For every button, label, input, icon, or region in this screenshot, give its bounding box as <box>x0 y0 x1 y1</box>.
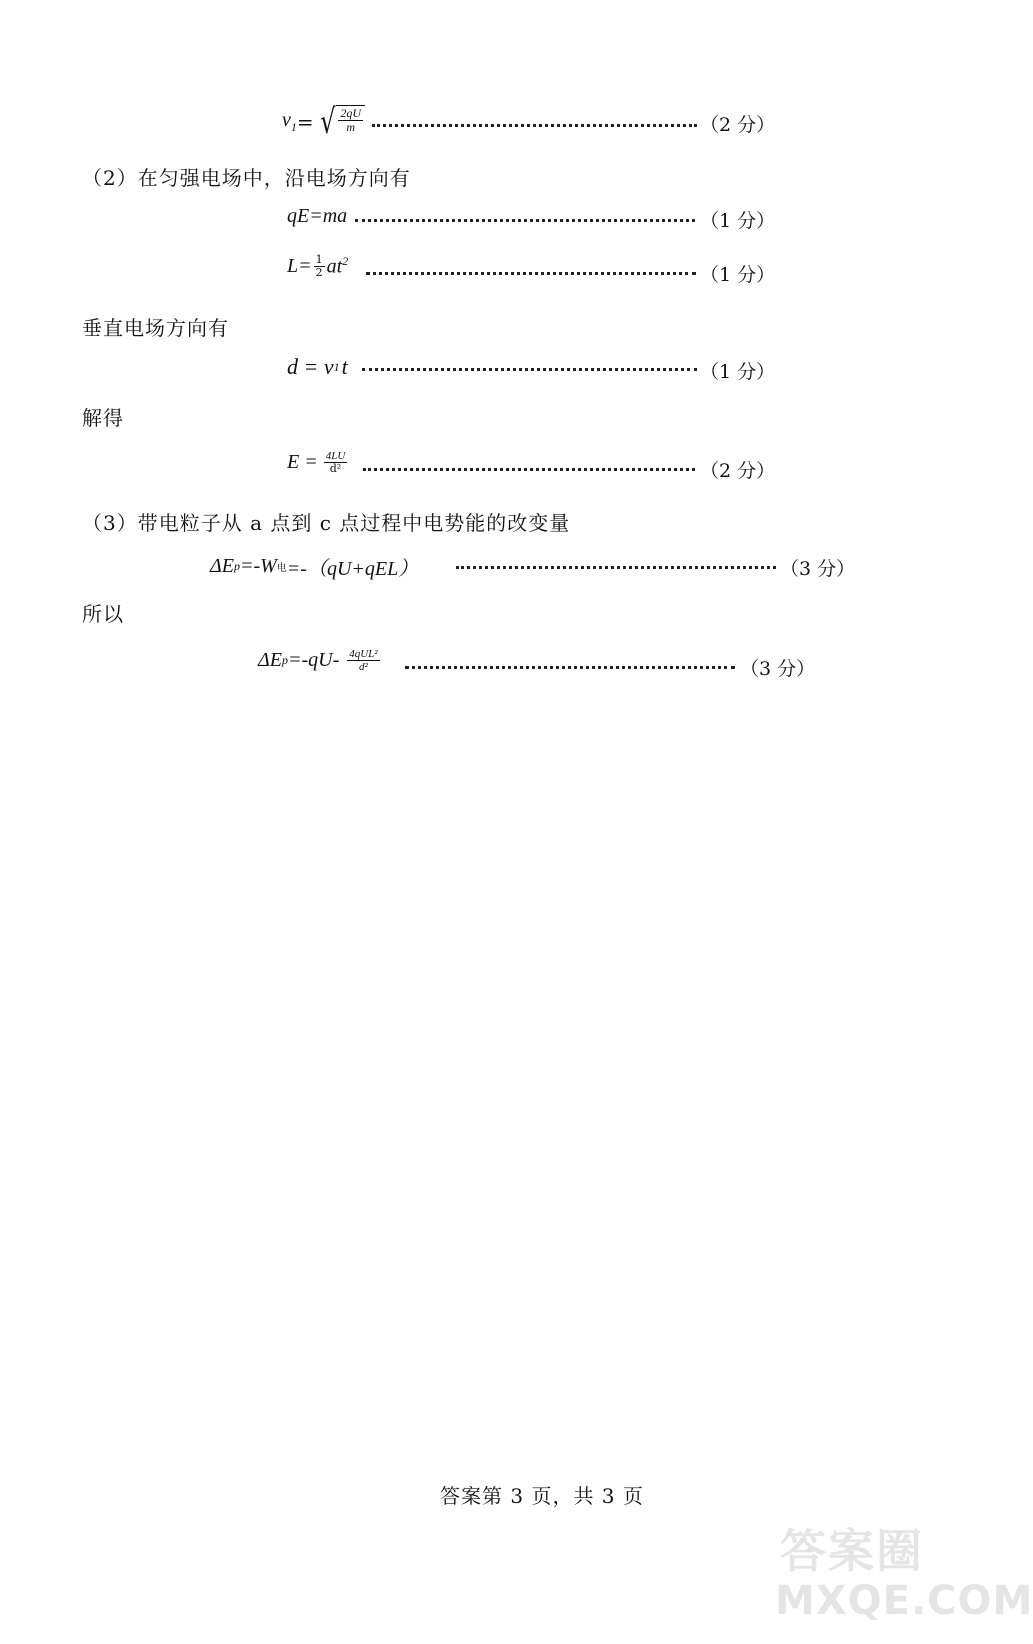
leader-dots <box>355 219 695 222</box>
equation-d: d = v 1 t <box>287 354 348 379</box>
perpendicular-intro: 垂直电场方向有 <box>82 316 229 340</box>
e-lhs: E = <box>287 451 318 473</box>
page-footer: 答案第 3 页，共 3 页 <box>440 1484 644 1508</box>
part2-intro: （2）在匀强电场中，沿电场方向有 <box>82 166 411 190</box>
leader-dots <box>366 272 696 275</box>
score-l: （1 分） <box>700 264 776 286</box>
sqrt-symbol: √ $\frac{2qU}{m}$ <box>317 105 365 139</box>
therefore-label: 所以 <box>82 602 124 626</box>
equation-dep1: ΔE p =-W 电 =-（qU+qEL） <box>210 555 419 580</box>
score-dep2: （3 分） <box>740 658 816 680</box>
leader-dots <box>456 566 776 569</box>
l-fraction: $\frac{1}{2}$ <box>315 253 323 279</box>
score-dep1: （3 分） <box>780 558 856 580</box>
watermark-url: MXQE.COM <box>775 1578 1033 1624</box>
score-e: （2 分） <box>700 460 776 482</box>
l-rhs: $at^2$ <box>326 254 349 278</box>
equation-e <box>287 450 349 475</box>
solve-label: 解得 <box>82 406 124 430</box>
part3-intro: （3）带电粒子从 a 点到 c 点过程中电势能的改变量 <box>82 511 571 535</box>
score-d: （1 分） <box>700 361 776 383</box>
leader-dots <box>362 368 697 371</box>
leader-dots <box>372 124 697 127</box>
equation-qe: qE=ma <box>287 205 348 227</box>
equation-l <box>287 254 348 279</box>
dep2-fraction: $\frac{\text{4qUL²}}{\text{d²}}$ <box>349 648 378 673</box>
e-fraction: $\frac{4LU}{\text{d²}}$ <box>325 450 346 475</box>
v1-equals: = <box>296 110 314 134</box>
equation-dep2: ΔE p =-qU- $\frac{\text{4qUL²}}{\text{d²}}$ <box>258 648 378 673</box>
v1-fraction: $\frac{2qU}{m}$ <box>340 106 361 134</box>
equation-v1 <box>282 102 365 142</box>
l-lhs: L= <box>287 255 312 277</box>
leader-dots <box>405 666 735 669</box>
watermark-logo: 答案圈 <box>780 1524 924 1578</box>
v1-symbol: $v_1$ <box>282 109 297 134</box>
score-qe: （1 分） <box>700 210 776 232</box>
leader-dots <box>363 468 695 471</box>
score-v1: （2 分） <box>700 114 776 136</box>
